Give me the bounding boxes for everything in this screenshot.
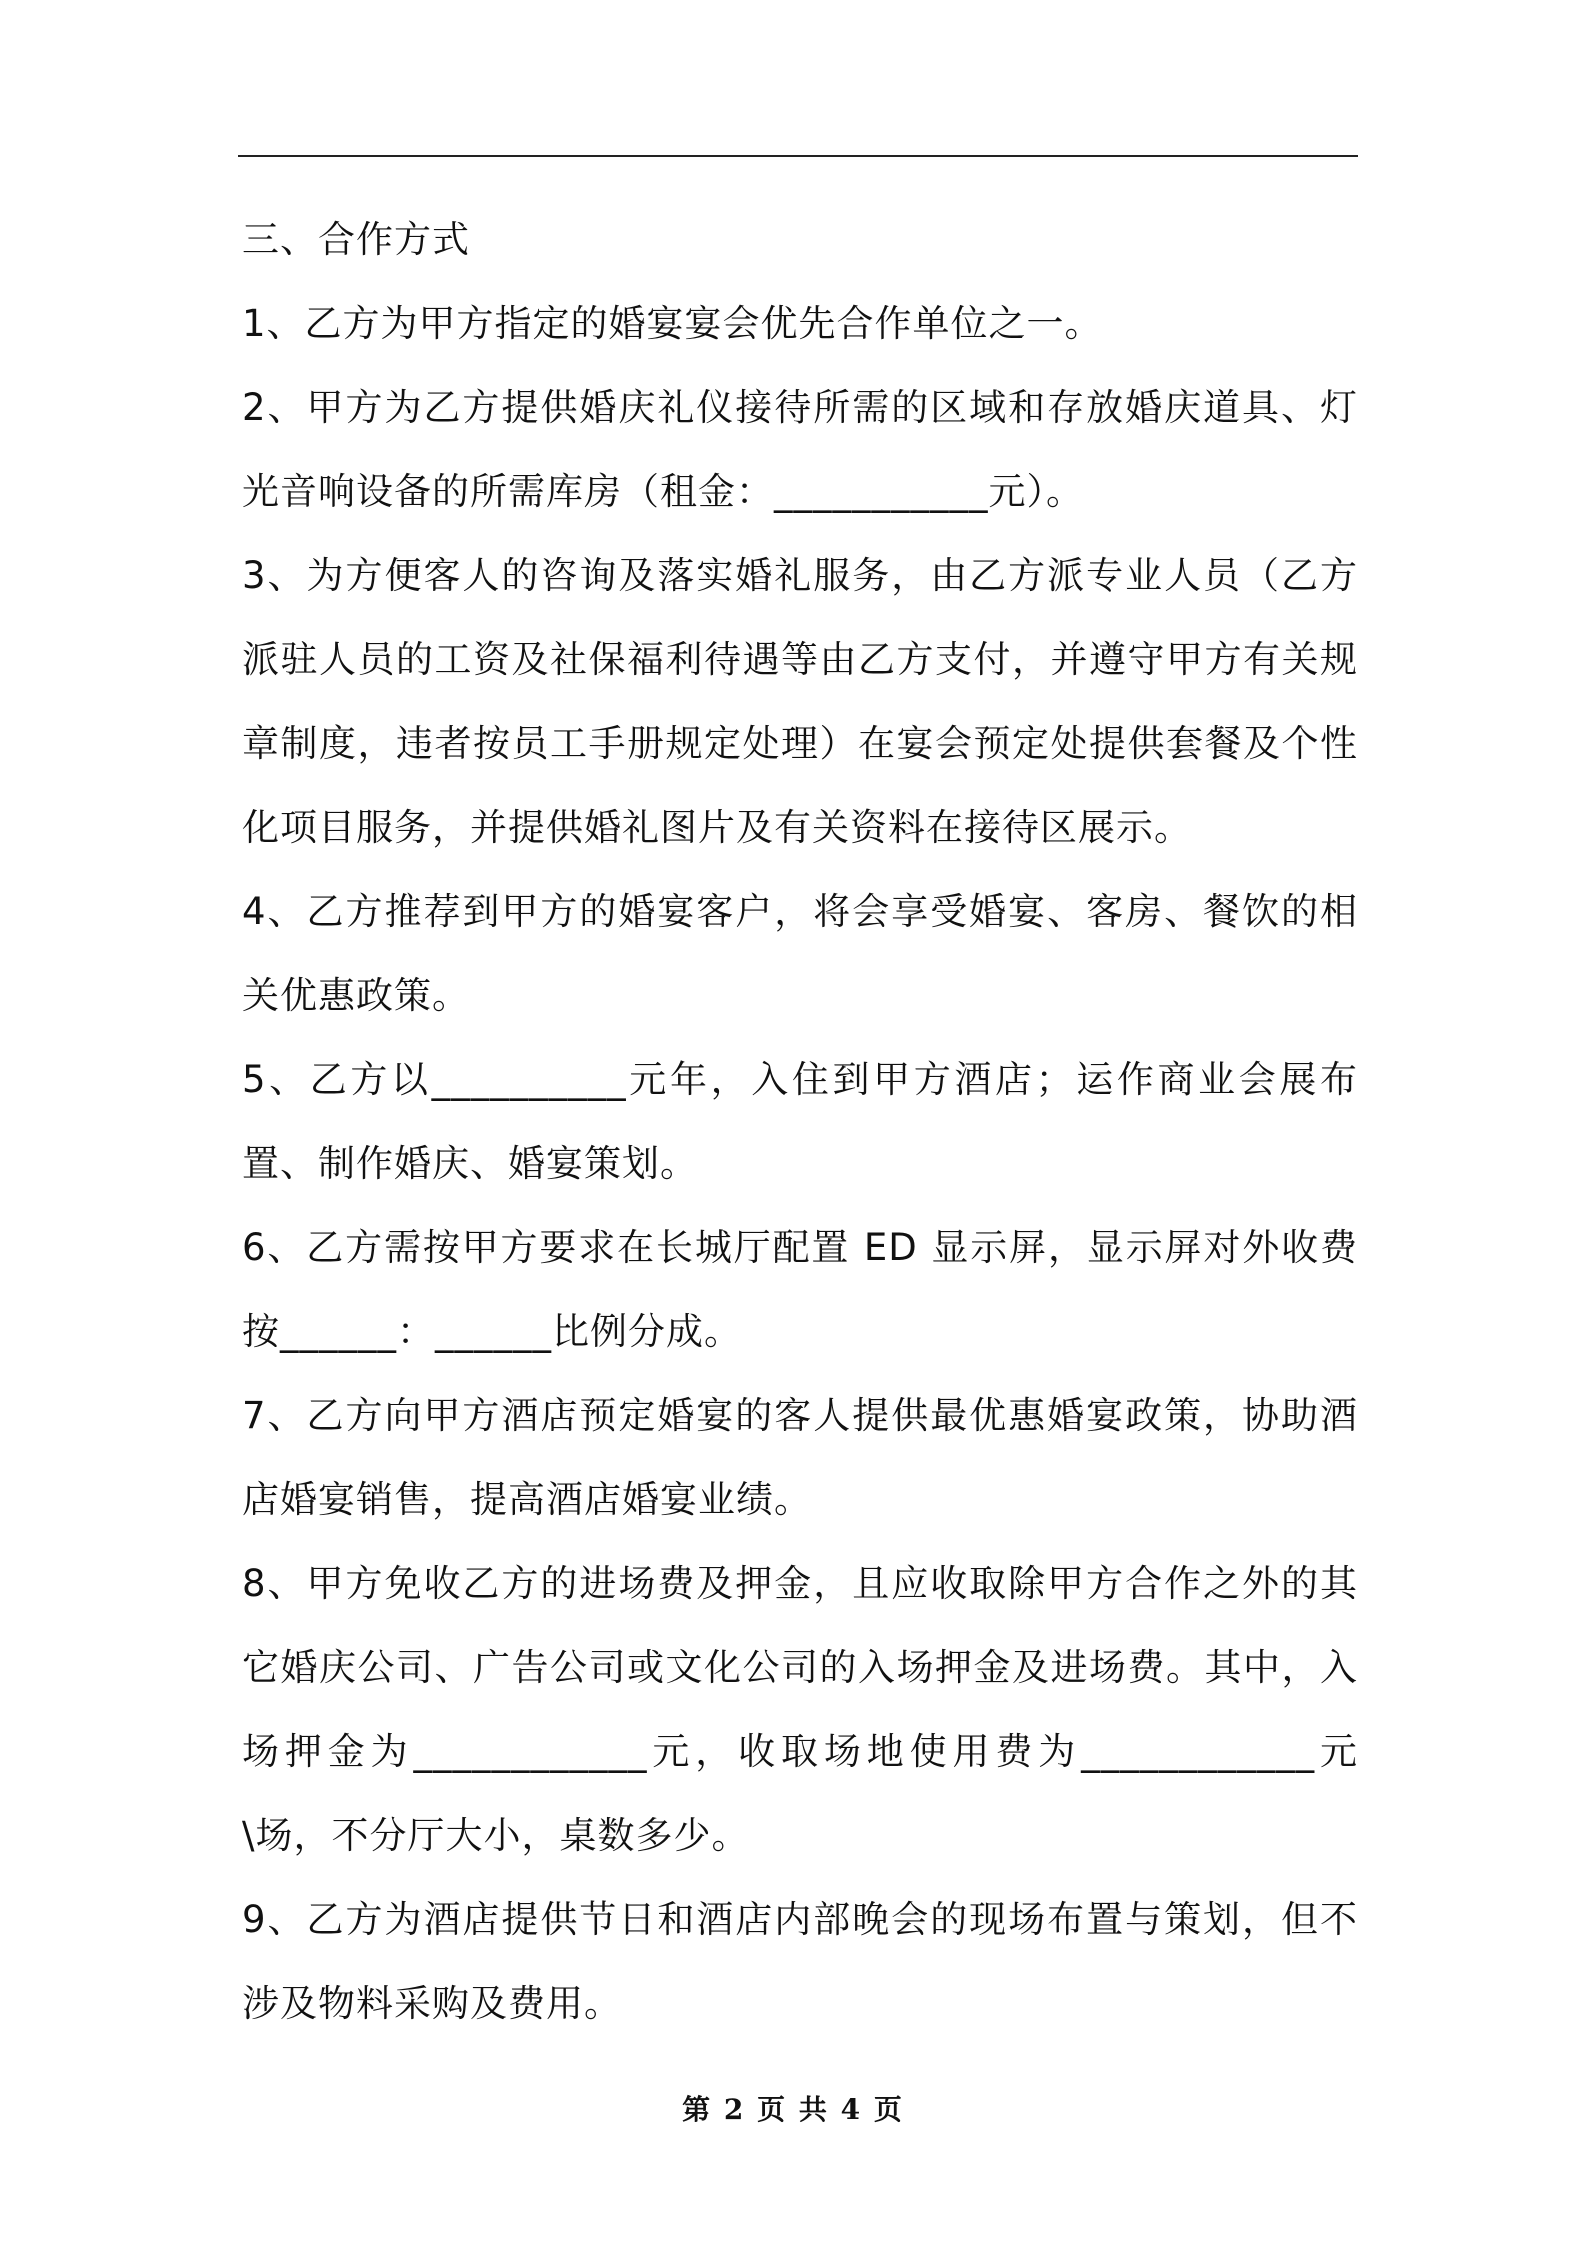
clause-8: 8、甲方免收乙方的进场费及押金，且应收取除甲方合作之外的其它婚庆公司、广告公司或文化公司的入场押金及进场费。其中，入场押金为____________元，收取场地使用费为____________元\场，不分厅大小，桌数多少。 [242, 1562, 1358, 1857]
clause-3: 3、为方便客人的咨询及落实婚礼服务，由乙方派专业人员（乙方派驻人员的工资及社保福利待遇等由乙方支付，并遵守甲方有关规章制度，违者按员工手册规定处理）在宴会预定处提供套餐及个性化项目服务，并提供婚礼图片及有关资料在接待区展示。 [242, 554, 1358, 849]
header-rule [238, 155, 1358, 157]
section-heading: 三、合作方式 [242, 218, 470, 261]
clause-9: 9、乙方为酒店提供节日和酒店内部晚会的现场布置与策划，但不涉及物料采购及费用。 [242, 1898, 1358, 2025]
page-number: 第 2 页 共 4 页 [682, 2093, 904, 2126]
clause-2: 2、甲方为乙方提供婚庆礼仪接待所需的区域和存放婚庆道具、灯光音响设备的所需库房（租金：___________元）。 [242, 386, 1358, 513]
clause-5: 5、乙方以__________元年，入住到甲方酒店；运作商业会展布置、制作婚庆、婚宴策划。 [242, 1058, 1358, 1185]
clause-4: 4、乙方推荐到甲方的婚宴客户，将会享受婚宴、客房、餐饮的相关优惠政策。 [242, 890, 1358, 1017]
document-body [242, 198, 1358, 2046]
clause-1: 1、乙方为甲方指定的婚宴宴会优先合作单位之一。 [242, 302, 1103, 345]
clause-6: 6、乙方需按甲方要求在长城厅配置 ED 显示屏，显示屏对外收费按______：______比例分成。 [242, 1226, 1358, 1353]
clause-7: 7、乙方向甲方酒店预定婚宴的客人提供最优惠婚宴政策，协助酒店婚宴销售，提高酒店婚宴业绩。 [242, 1394, 1358, 1521]
